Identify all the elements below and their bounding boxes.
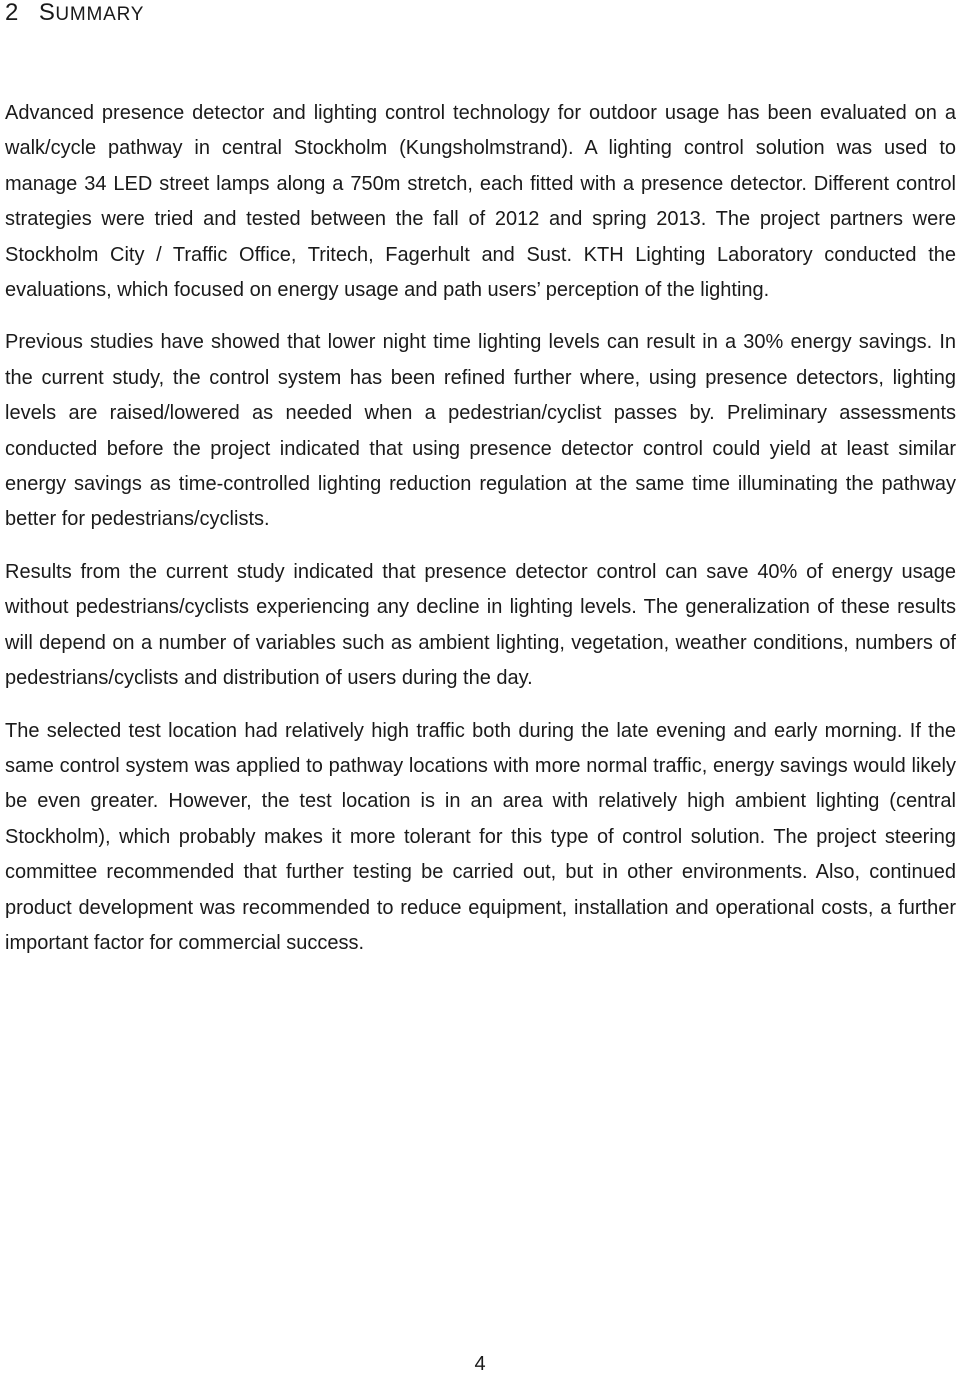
paragraph-test-location: The selected test location had relatively high traffic both during the late evening and early morning. If the same control system was applied to pathway locations with more normal traffic, energy savings would likely be even greater. However, the test location is in an area with relatively high ambient lighting (central Stockholm), which probably makes it more tolerant for this type of control solution. The project steering committee recommended that further testing be carried out, but in other environments. Also, continued product development was recommended to reduce equipment, installation and operational costs, a further important factor for commercial success. — [5, 719, 956, 954]
paragraph-overview: Advanced presence detector and lighting control technology for outdoor usage has been evaluated on a walk/cycle pathway in central Stockholm (Kungsholmstrand). A lighting control solution was used to manage 34 LED street lamps along a 750m stretch, each fitted with a presence detector. Different control strategies were tried and tested between the fall of 2012 and spring 2013. The project partners were Stockholm City / Traffic Office, Tritech, Fagerhult and Sust. KTH Lighting Laboratory conducted the evaluations, which focused on energy usage and path users’ perception of the lighting. — [5, 102, 956, 302]
section-title-rest: UMMARY — [55, 4, 145, 25]
section-number: 2 — [5, 0, 19, 26]
section-title-initial: S — [38, 0, 56, 26]
section-heading — [5, 0, 144, 30]
paragraph-results: Results from the current study indicated that presence detector control can save 40% of energy usage without pedestrians/cyclists experiencing any decline in lighting levels. The generalization of these results will depend on a number of variables such as ambient lighting, vegetation, weather conditions, numbers of pedestrians/cyclists and distribution of users during the day. — [5, 560, 956, 690]
section-body — [5, 96, 956, 978]
page-number: 4 — [474, 1353, 486, 1375]
paragraph-previous-studies: Previous studies have showed that lower night time lighting levels can result in a 30% energy savings. In the current study, the control system has been refined further where, using presence detectors, lighting levels are raised/lowered as needed when a pedestrian/cyclist passes by. Preliminary assessments conducted before the project indicated that using presence detector control could yield at least similar energy savings as time-controlled lighting reduction regulation at the same time illuminating the pathway better for pedestrians/cyclists. — [5, 331, 956, 531]
